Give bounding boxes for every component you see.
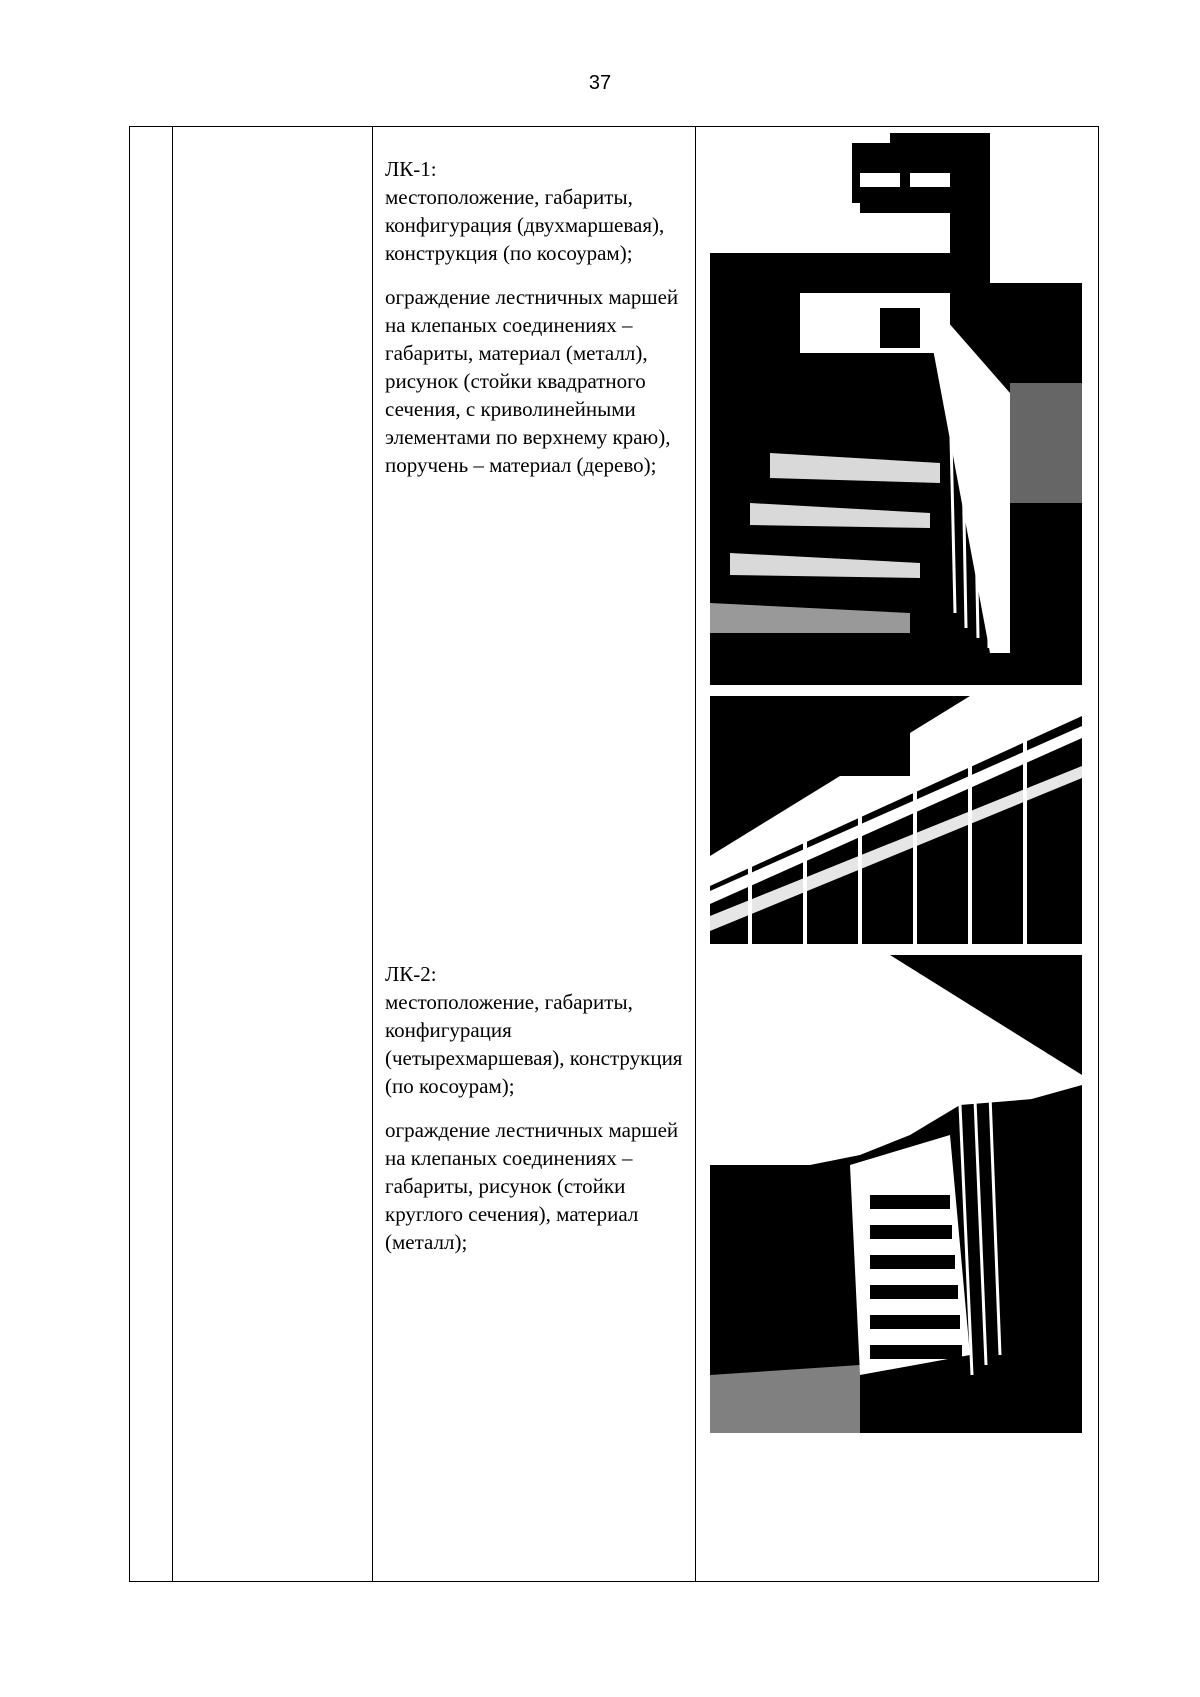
entry-lk2 [385, 960, 685, 1272]
entry-railing-description: ограждение лестничных маршей на клепаных соединениях – габариты, материал (металл), рисунок (стойки квадратного сечения, с криволинейными элементами по верхнему краю), поручень – материал (дерево); [385, 285, 679, 477]
entry-description: местоположение, габариты, конфигурация (четырехмаршевая), конструкция (по косоурам); [385, 990, 683, 1098]
entry-label: ЛК-1: [385, 157, 437, 181]
staircase-photo-2 [710, 955, 1082, 1433]
entry-railing-description: ограждение лестничных маршей на клепаных соединениях – габариты, рисунок (стойки круглого сечения), материал (металл); [385, 1118, 679, 1254]
entry-lk1 [385, 155, 685, 495]
entry-description: местоположение, габариты, конфигурация (двухмаршевая), конструкция (по косоурам); [385, 185, 665, 265]
railing-detail-photo-image [710, 696, 1082, 944]
staircase-photo-1 [710, 133, 1082, 685]
page-number: 37 [588, 72, 612, 94]
staircase-photo-2-image [710, 955, 1082, 1433]
staircase-photo-1-image [710, 133, 1082, 685]
column-divider-1 [172, 127, 173, 1581]
entry-label: ЛК-2: [385, 962, 437, 986]
column-divider-3 [695, 127, 696, 1581]
railing-detail-photo [710, 696, 1082, 944]
column-divider-2 [372, 127, 373, 1581]
